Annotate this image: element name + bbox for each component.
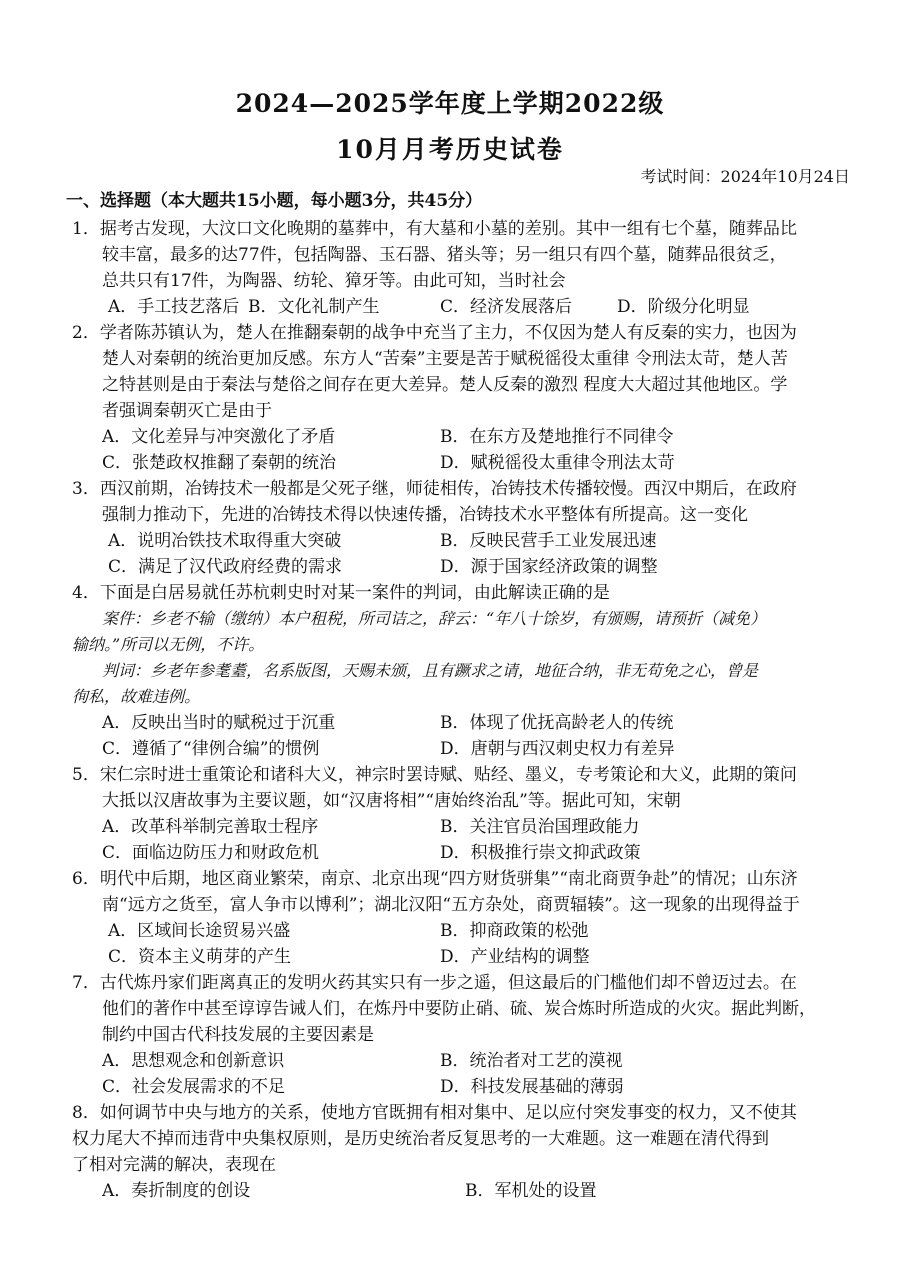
q2-option-a: A．文化差异与冲突激化了矛盾 (102, 427, 336, 447)
q8-stem-line3: 了相对完满的解决，表现在 (72, 1155, 276, 1175)
exam-title-line2: 10月月考历史试卷 (336, 135, 564, 164)
q2-stem-line2: 楚人对秦朝的统治更加反感。东方人“苦秦”主要是苦于赋税徭役太重律 令刑法太苛，楚人苦 (102, 349, 788, 369)
q1-option-c: C．经济发展落后 (440, 297, 573, 317)
q5-stem-line2: 大抵以汉唐故事为主要议题，如“汉唐将相”“唐始终治乱”等。据此可知，宋朝 (102, 791, 681, 811)
q3-stem-line2: 强制力推动下，先进的冶铸技术得以快速传播，冶铸技术水平整体有所提高。这一变化 (102, 505, 748, 525)
q7-option-a: A．思想观念和创新意识 (102, 1051, 285, 1071)
q8-stem-line1: 8．如何调节中央与地方的关系，使地方官既拥有相对集中、足以应付突发事变的权力，又不使其 (72, 1103, 797, 1123)
section-heading: 一、选择题（本大题共15小题，每小题3分，共45分） (66, 191, 483, 211)
q2-stem-line4: 者强调秦朝灭亡是由于 (102, 401, 272, 421)
q1-option-b: B．文化礼制产生 (248, 297, 380, 317)
q3-option-d: D．源于国家经济政策的调整 (440, 557, 658, 577)
q4-stem: 4．下面是白居易就任苏杭刺史时对某一案件的判词，由此解读正确的是 (72, 583, 610, 603)
q4-case-line1: 案件：乡老不输（缴纳）本户租税，所司诘之，辞云：“年八十馀岁，有颁赐，请预折（减免） (102, 609, 767, 628)
q6-option-c: C．资本主义萌芽的产生 (108, 947, 292, 967)
q5-stem-line1: 5．宋仁宗时进士重策论和诸科大义，神宗时罢诗赋、贴经、墨义，专考策论和大义，此期的策问 (72, 765, 797, 785)
q6-option-a: A．区域间长途贸易兴盛 (108, 921, 291, 941)
q2-option-c: C．张楚政权推翻了秦朝的统治 (102, 453, 337, 473)
q3-stem-line1: 3．西汉前期，冶铸技术一般都是父死子继，师徒相传，冶铸技术传播较慢。西汉中期后，在政府 (72, 479, 797, 499)
q7-option-c: C．社会发展需求的不足 (102, 1077, 286, 1097)
q7-option-d: D．科技发展基础的薄弱 (440, 1077, 624, 1097)
q2-option-d: D．赋税徭役太重律令刑法太苛 (440, 453, 675, 473)
q7-stem-line1: 7．古代炼丹家们距离真正的发明火药其实只有一步之遥，但这最后的门槛他们却不曾迈过去。在 (72, 973, 797, 993)
q7-stem-line2: 他们的著作中甚至谆谆告诫人们，在炼丹中要防止硝、硫、炭合炼时所造成的火灾。据此判断， (102, 999, 816, 1019)
q2-stem-line1: 2．学者陈苏镇认为，楚人在推翻秦朝的战争中充当了主力，不仅因为楚人有反秦的实力，也因为 (72, 323, 797, 343)
q6-stem-line2: 南“远方之货至，富人争市以博利”；湖北汉阳“五方杂处，商贾辐辏”。这一现象的出现得益于 (102, 895, 800, 915)
q4-option-c: C．遵循了“律例合编”的惯例 (102, 739, 320, 759)
q4-judgment-line2: 徇私，故难违例。 (72, 687, 201, 706)
q4-option-a: A．反映出当时的赋税过于沉重 (102, 713, 336, 733)
exam-title-line1: 2024—2025学年度上学期2022级 (235, 89, 665, 118)
q6-stem-line1: 6．明代中后期，地区商业繁荣，南京、北京出现“四方财货骈集”“南北商贾争赴”的情况；山东济 (72, 869, 798, 889)
q1-stem-line1: 1．据考古发现，大汶口文化晚期的墓葬中，有大墓和小墓的差别。其中一组有七个墓，随葬品比 (72, 219, 797, 239)
q3-option-b: B．反映民营手工业发展迅速 (440, 531, 657, 551)
q5-option-d: D．积极推行崇文抑武政策 (440, 843, 641, 863)
q3-option-c: C．满足了汉代政府经费的需求 (108, 557, 343, 577)
q1-stem-line2: 较丰富，最多的达77件，包括陶器、玉石器、猪头等；另一组只有四个墓，随葬品很贫乏， (102, 245, 787, 265)
q1-option-a: A．手工技艺落后 (108, 297, 240, 317)
q7-option-b: B．统治者对工艺的漠视 (440, 1051, 623, 1071)
q8-stem-line2: 权力尾大不掉而违背中央集权原则，是历史统治者反复思考的一大难题。这一难题在清代得到 (72, 1129, 769, 1149)
q3-option-a: A．说明冶铁技术取得重大突破 (108, 531, 342, 551)
q5-option-a: A．改革科举制完善取士程序 (102, 817, 319, 837)
exam-time: 考试时间：2024年10月24日 (640, 167, 850, 186)
q8-option-a: A．奏折制度的创设 (102, 1181, 251, 1201)
q7-stem-line3: 制约中国古代科技发展的主要因素是 (102, 1025, 374, 1045)
q5-option-b: B．关注官员治国理政能力 (440, 817, 640, 837)
q4-option-d: D．唐朝与西汉刺史权力有差异 (440, 739, 675, 759)
q4-case-line2: 输纳。”所司以无例，不许。 (72, 635, 265, 654)
q5-option-c: C．面临边防压力和财政危机 (102, 843, 320, 863)
q8-option-b: B．军机处的设置 (465, 1181, 597, 1201)
q4-option-b: B．体现了优抚高龄老人的传统 (440, 713, 674, 733)
q4-judgment-line1: 判词：乡老年参耄耋，名系版图，天赐未颁，且有蹶求之请，地征合纳，非无苟免之心，曾是 (102, 661, 759, 680)
q6-option-b: B．抑商政策的松弛 (440, 921, 589, 941)
q6-option-d: D．产业结构的调整 (440, 947, 590, 967)
q2-option-b: B．在东方及楚地推行不同律令 (440, 427, 674, 447)
q1-stem-line3: 总共只有17件，为陶器、纺轮、獐牙等。由此可知，当时社会 (102, 271, 566, 291)
q1-option-d: D．阶级分化明显 (617, 297, 750, 317)
q2-stem-line3: 之特甚则是由于秦法与楚俗之间存在更大差异。楚人反秦的激烈 程度大大超过其他地区。学 (102, 375, 788, 395)
